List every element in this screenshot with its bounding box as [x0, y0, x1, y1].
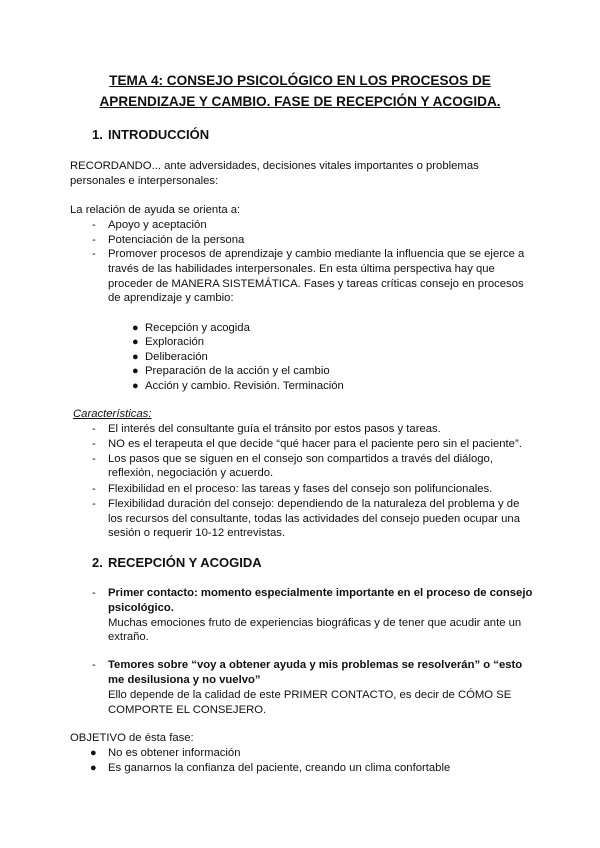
dash-marker: -: [92, 483, 96, 495]
dash-marker: -: [92, 587, 96, 599]
list-item: Flexibilidad en el proceso: las tareas y fases del consejo son polifuncionales.: [108, 483, 493, 495]
list-item-line: través de las habilidades interpersonales. En esta última perspectiva hay que: [108, 263, 495, 275]
list-item: El interés del consultante guía el tránsito por estos pasos y tareas.: [108, 423, 441, 435]
list-item: Potenciación de la persona: [108, 234, 245, 246]
fase-item: Recepción y acogida: [145, 322, 250, 334]
list-item: Los pasos que se siguen en el consejo son compartidos a través del diálogo,: [108, 453, 493, 465]
dash-marker: -: [92, 438, 96, 450]
list-item-line: reflexión, negociación y acuerdo.: [108, 467, 274, 479]
list-item-line: proceder de MANERA SISTEMÁTICA. Fases y tareas críticas consejo en procesos: [108, 278, 524, 290]
dash-marker: -: [92, 219, 96, 231]
item-text: Ello depende de la calidad de este PRIMER CONTACTO, es decir de CÓMO SE: [108, 689, 512, 701]
list-item: Apoyo y aceptación: [108, 219, 207, 231]
title-line: APRENDIZAJE Y CAMBIO. FASE DE RECEPCIÓN Y ACOGIDA.: [99, 94, 501, 109]
bold-item: Temores sobre “voy a obtener ayuda y mis problemas se resolverán” o “esto: [108, 659, 523, 671]
objetivo-item: No es obtener información: [108, 747, 241, 759]
bullet-icon: ●: [90, 762, 97, 774]
section-number: 2.: [92, 555, 103, 570]
bullet-icon: ●: [132, 365, 139, 377]
section-heading: INTRODUCCIÓN: [108, 127, 210, 142]
list-item-line: de aprendizaje y cambio:: [108, 292, 234, 304]
list-label: La relación de ayuda se orienta a:: [70, 204, 241, 216]
list-item-line: sesión o requerir 10-12 entrevistas.: [108, 527, 286, 539]
bullet-icon: ●: [90, 747, 97, 759]
item-text: extraño.: [108, 631, 149, 643]
fase-item: Deliberación: [145, 351, 208, 363]
objetivo-item: Es ganarnos la confianza del paciente, creando un clima confortable: [108, 762, 451, 774]
item-text: COMPORTE EL CONSEJERO.: [108, 704, 267, 716]
item-text: Muchas emociones fruto de experiencias biográficas y de tener que acudir ante un: [108, 617, 522, 629]
dash-marker: -: [92, 453, 96, 465]
paragraph-line: RECORDANDO... ante adversidades, decisiones vitales importantes o problemas: [70, 160, 479, 172]
list-item: NO es el terapeuta el que decide “qué hacer para el paciente pero sin el paciente”.: [108, 438, 522, 450]
fase-item: Exploración: [145, 336, 205, 348]
bold-item-line: psicológico.: [108, 602, 174, 614]
dash-marker: -: [92, 498, 96, 510]
dash-marker: -: [92, 234, 96, 246]
section-heading: RECEPCIÓN Y ACOGIDA: [108, 555, 262, 570]
title-line: TEMA 4: CONSEJO PSICOLÓGICO EN LOS PROCESOS DE: [109, 73, 491, 88]
bold-item: Primer contacto: momento especialmente importante en el proceso de consejo: [108, 587, 533, 599]
paragraph-line: personales e interpersonales:: [70, 175, 219, 187]
dash-marker: -: [92, 248, 96, 260]
list-item: Promover procesos de aprendizaje y cambio mediante la influencia que se ejerce a: [108, 248, 525, 260]
objetivo-label: OBJETIVO de ésta fase:: [70, 732, 194, 744]
bullet-icon: ●: [132, 351, 139, 363]
list-item: Flexibilidad duración del consejo: dependiendo de la naturaleza del problema y de: [108, 498, 520, 510]
bold-item-line: me desilusiona y no vuelvo”: [108, 674, 261, 686]
dash-marker: -: [92, 659, 96, 671]
fase-item: Preparación de la acción y el cambio: [145, 365, 330, 377]
bullet-icon: ●: [132, 336, 139, 348]
bullet-icon: ●: [132, 380, 139, 392]
list-item-line: los recursos del consultante, todas las actividades del consejo pueden ocupar una: [108, 513, 520, 525]
section-number: 1.: [92, 127, 103, 142]
caracteristicas-label: Características:: [73, 408, 152, 420]
bullet-icon: ●: [132, 322, 139, 334]
fase-item: Acción y cambio. Revisión. Terminación: [145, 380, 344, 392]
dash-marker: -: [92, 423, 96, 435]
